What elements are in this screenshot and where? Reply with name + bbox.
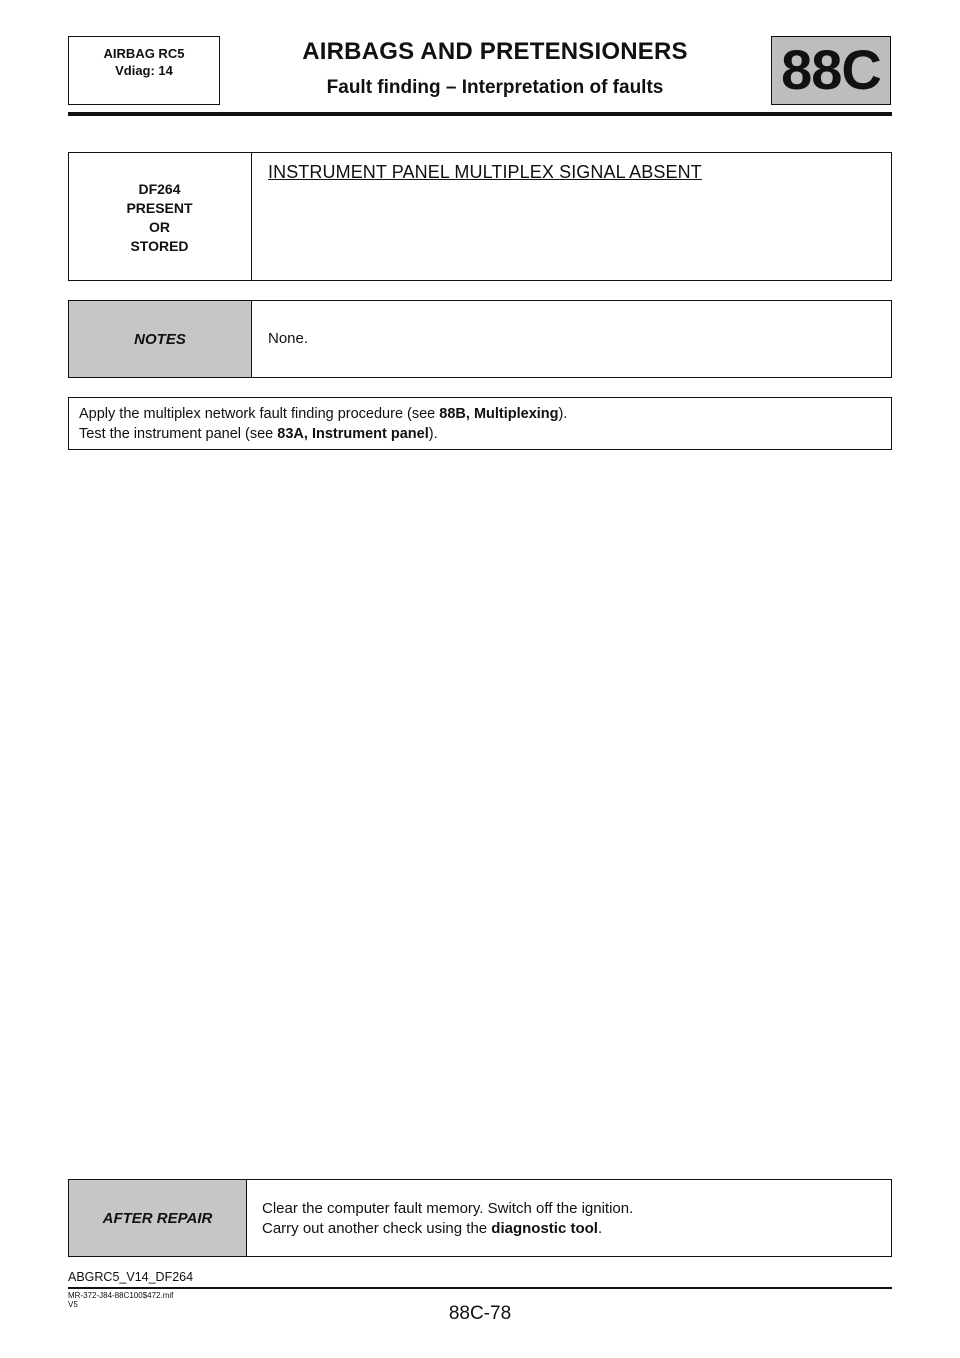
fault-code: DF264 [138, 180, 181, 197]
after-repair-line-2 [262, 1219, 633, 1239]
instrument-panel-reference: 83A, Instrument panel [277, 426, 429, 442]
mif-file: MR-372-J84-88C100$472.mif [68, 1291, 174, 1300]
vehicle-system-label: AIRBAG RC5 [103, 46, 185, 61]
page-number: 88C-78 [448, 1303, 512, 1324]
fault-state-present: PRESENT [126, 199, 193, 216]
after-repair-label: AFTER REPAIR [68, 1179, 247, 1257]
footer-divider [68, 1287, 892, 1289]
procedure-line-2 [79, 424, 881, 444]
header-divider [68, 112, 892, 116]
multiplexing-reference: 88B, Multiplexing [439, 406, 559, 422]
vehicle-info-box [68, 36, 220, 105]
after-repair-text-part: . [597, 1220, 603, 1237]
source-file-reference [68, 1291, 173, 1309]
fault-status-cell [68, 152, 252, 281]
version-label: V5 [68, 1300, 78, 1309]
procedure-text: ). [558, 406, 568, 422]
notes-text: None. [268, 330, 309, 347]
procedure-line-1 [79, 404, 881, 424]
section-code-badge: 88C [771, 36, 891, 105]
notes-label: NOTES [68, 300, 252, 378]
fault-title: INSTRUMENT PANEL MULTIPLEX SIGNAL ABSENT [268, 162, 702, 182]
after-repair-text-part: Carry out another check using the [262, 1220, 492, 1237]
page-subtitle: Fault finding – Interpretation of faults [326, 77, 664, 98]
after-repair-line-1: Clear the computer fault memory. Switch off the ignition. [262, 1200, 634, 1217]
procedure-text: Test the instrument panel (see [79, 426, 278, 442]
after-repair-text [262, 1199, 633, 1239]
vdiag-label: Vdiag: 14 [115, 63, 173, 78]
document-reference: ABGRC5_V14_DF264 [68, 1270, 194, 1284]
page-title: AIRBAGS AND PRETENSIONERS [302, 38, 688, 65]
procedure-box [68, 397, 892, 450]
procedure-text: ). [428, 426, 438, 442]
procedure-text: Apply the multiplex network fault finding procedure (see [79, 406, 440, 422]
fault-state-stored: STORED [130, 237, 189, 254]
fault-state-or: OR [149, 218, 170, 235]
diagnostic-tool-reference: diagnostic tool [491, 1220, 598, 1237]
